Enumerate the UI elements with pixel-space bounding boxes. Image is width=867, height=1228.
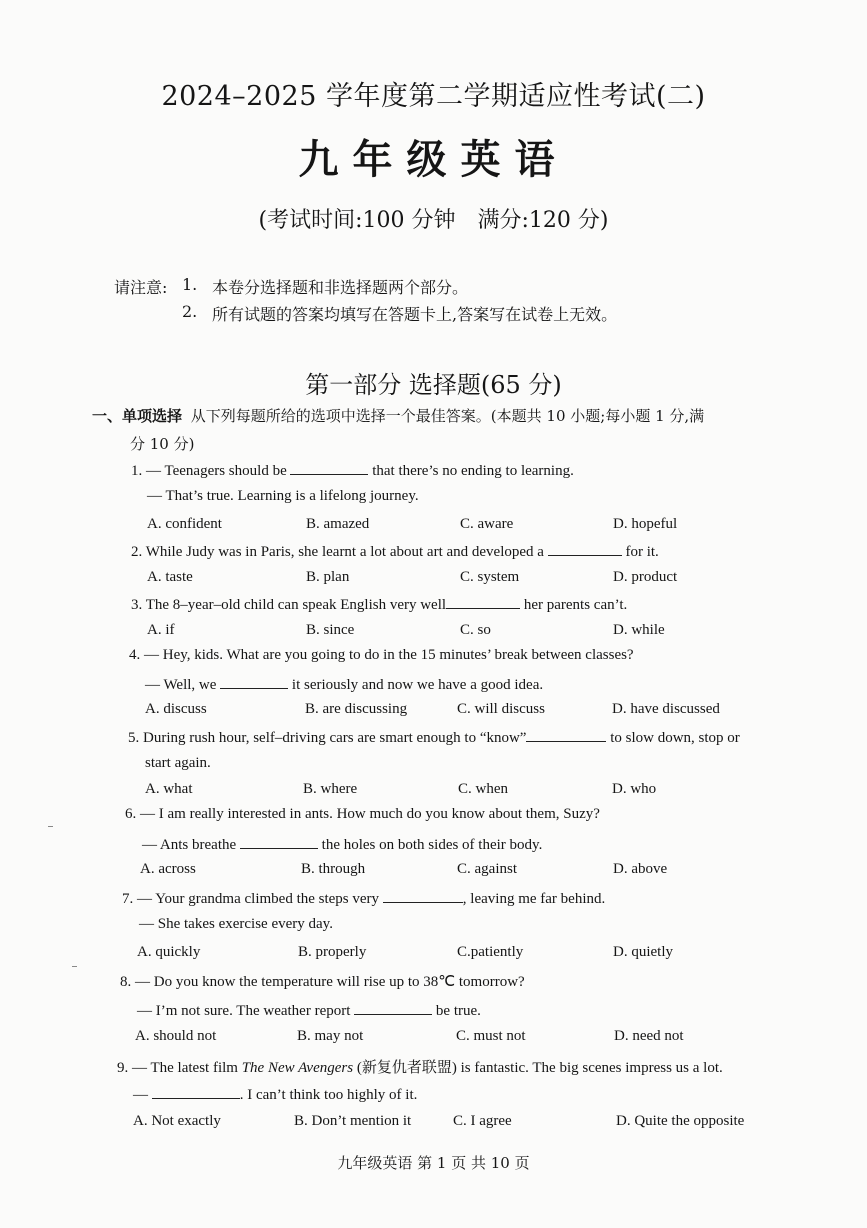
option-b: B. may not (297, 1028, 364, 1044)
answer-blank (548, 541, 622, 556)
question-5-text-b: to slow down, stop or (610, 730, 740, 746)
answer-blank (383, 888, 463, 903)
question-8-line2 (137, 1000, 481, 1020)
option-b: B. amazed (306, 516, 370, 532)
option-c: C. system (460, 569, 520, 585)
question-7-text-a: 7. — Your grandma climbed the steps very (122, 891, 380, 907)
answer-blank (354, 1000, 432, 1015)
option-a: A. if (147, 622, 175, 638)
option-d: D. Quite the opposite (616, 1113, 745, 1129)
notice-item-1-text: 本卷分选择题和非选择题两个部分。 (212, 278, 469, 297)
option-d: D. need not (614, 1028, 684, 1044)
notice-item-2-text: 所有试题的答案均填写在答题卡上,答案写在试卷上无效。 (212, 305, 618, 324)
notice-label: 请注意: (114, 278, 168, 297)
option-d: D. have discussed (612, 701, 720, 717)
question-5-text-a: 5. During rush hour, self–driving cars are smart enough to “know” (128, 730, 527, 746)
question-8-text-a: — I’m not sure. The weather report (137, 1003, 351, 1019)
question-9-text-b: (新复仇者联盟) is fantastic. The big scenes impress us a lot. (353, 1060, 723, 1076)
question-2-text-a: 2. While Judy was in Paris, she learnt a lot about art and developed a (131, 544, 544, 560)
option-b: B. Don’t mention it (294, 1113, 412, 1129)
answer-blank (220, 674, 288, 689)
part-instruction-line1: 从下列每题所给的选项中选择一个最佳答案。(本题共 10 小题;每小题 1 分,满 (190, 407, 705, 425)
part-heading-label: 一、单项选择 (92, 407, 183, 425)
answer-blank (526, 727, 606, 742)
scan-speck (48, 826, 53, 827)
option-d: D. who (612, 781, 657, 797)
answer-blank (152, 1084, 240, 1099)
option-c: C.patiently (457, 944, 524, 960)
question-4: 4. — Hey, kids. What are you going to do in the 15 minutes’ break between classes? (129, 647, 634, 663)
film-title: The New Avengers (241, 1060, 354, 1076)
option-c: C. when (458, 781, 508, 797)
question-9-dash: — (133, 1087, 148, 1103)
answer-blank (290, 460, 368, 475)
option-b: B. where (303, 781, 358, 797)
notice-item-2-num: 2. (182, 302, 198, 321)
option-c: C. will discuss (457, 701, 545, 717)
option-b: B. since (306, 622, 355, 638)
question-1 (131, 460, 574, 480)
question-9 (117, 1056, 723, 1077)
part-heading (92, 405, 704, 426)
option-c: C. aware (460, 516, 514, 532)
option-b: B. are discussing (305, 701, 408, 717)
question-5 (128, 727, 740, 747)
question-4-line2 (145, 674, 543, 694)
question-9-text-a: 9. — The latest film (117, 1060, 242, 1076)
question-7 (122, 888, 605, 908)
question-6: 6. — I am really interested in ants. How much do you know about them, Suzy? (125, 806, 600, 822)
exam-title: 2024–2025 学年度第二学期适应性考试(二) (161, 81, 706, 112)
option-a: A. what (145, 781, 193, 797)
question-1-text-b: that there’s no ending to learning. (372, 463, 574, 479)
option-a: A. confident (147, 516, 222, 532)
option-a: A. should not (135, 1028, 217, 1044)
part-instruction-line2: 分 10 分) (130, 435, 195, 453)
option-a: A. Not exactly (133, 1113, 221, 1129)
page-footer: 九年级英语 第 1 页 共 10 页 (337, 1154, 530, 1172)
question-3 (131, 594, 627, 614)
answer-blank (446, 594, 520, 609)
option-b: B. properly (298, 944, 367, 960)
question-6-line2 (142, 834, 542, 854)
question-3-text-a: 3. The 8–year–old child can speak English very well (131, 597, 447, 613)
question-3-text-b: her parents can’t. (523, 597, 628, 613)
question-2-text-b: for it. (625, 544, 659, 560)
option-c: C. must not (456, 1028, 526, 1044)
question-4-text-b: it seriously and now we have a good idea. (291, 677, 544, 693)
option-c: C. against (457, 861, 517, 877)
option-a: A. discuss (145, 701, 207, 717)
question-4-text-a: — Well, we (145, 677, 217, 693)
question-8: 8. — Do you know the temperature will rise up to 38℃ tomorrow? (120, 974, 525, 990)
option-b: B. through (301, 861, 366, 877)
question-1-line2: — That’s true. Learning is a lifelong journey. (147, 488, 419, 504)
option-d: D. above (613, 861, 668, 877)
question-7-text-b: , leaving me far behind. (462, 891, 606, 907)
option-b: B. plan (306, 569, 350, 585)
option-a: A. across (140, 861, 196, 877)
answer-blank (240, 834, 318, 849)
question-2 (131, 541, 659, 561)
question-9-line2 (133, 1084, 417, 1104)
question-8-text-b: be true. (435, 1003, 481, 1019)
option-c: C. I agree (453, 1113, 512, 1129)
exam-info: (考试时间:100 分钟 满分:120 分) (258, 208, 609, 233)
option-a: A. taste (147, 569, 193, 585)
scan-speck (72, 966, 77, 967)
question-9-text-c: . I can’t think too highly of it. (239, 1087, 418, 1103)
option-c: C. so (460, 622, 491, 638)
notice-item-1-num: 1. (182, 275, 198, 294)
question-6-text-b: the holes on both sides of their body. (321, 837, 543, 853)
question-7-line2: — She takes exercise every day. (139, 916, 333, 932)
question-1-text-a: 1. — Teenagers should be (131, 463, 287, 479)
question-6-text-a: — Ants breathe (142, 837, 237, 853)
option-d: D. product (613, 569, 678, 585)
section-title: 第一部分 选择题(65 分) (305, 371, 562, 399)
subject-title: 九年级英语 (298, 136, 569, 183)
option-a: A. quickly (137, 944, 201, 960)
option-d: D. quietly (613, 944, 673, 960)
question-5-line2: start again. (145, 755, 211, 771)
option-d: D. hopeful (613, 516, 678, 532)
option-d: D. while (613, 622, 665, 638)
